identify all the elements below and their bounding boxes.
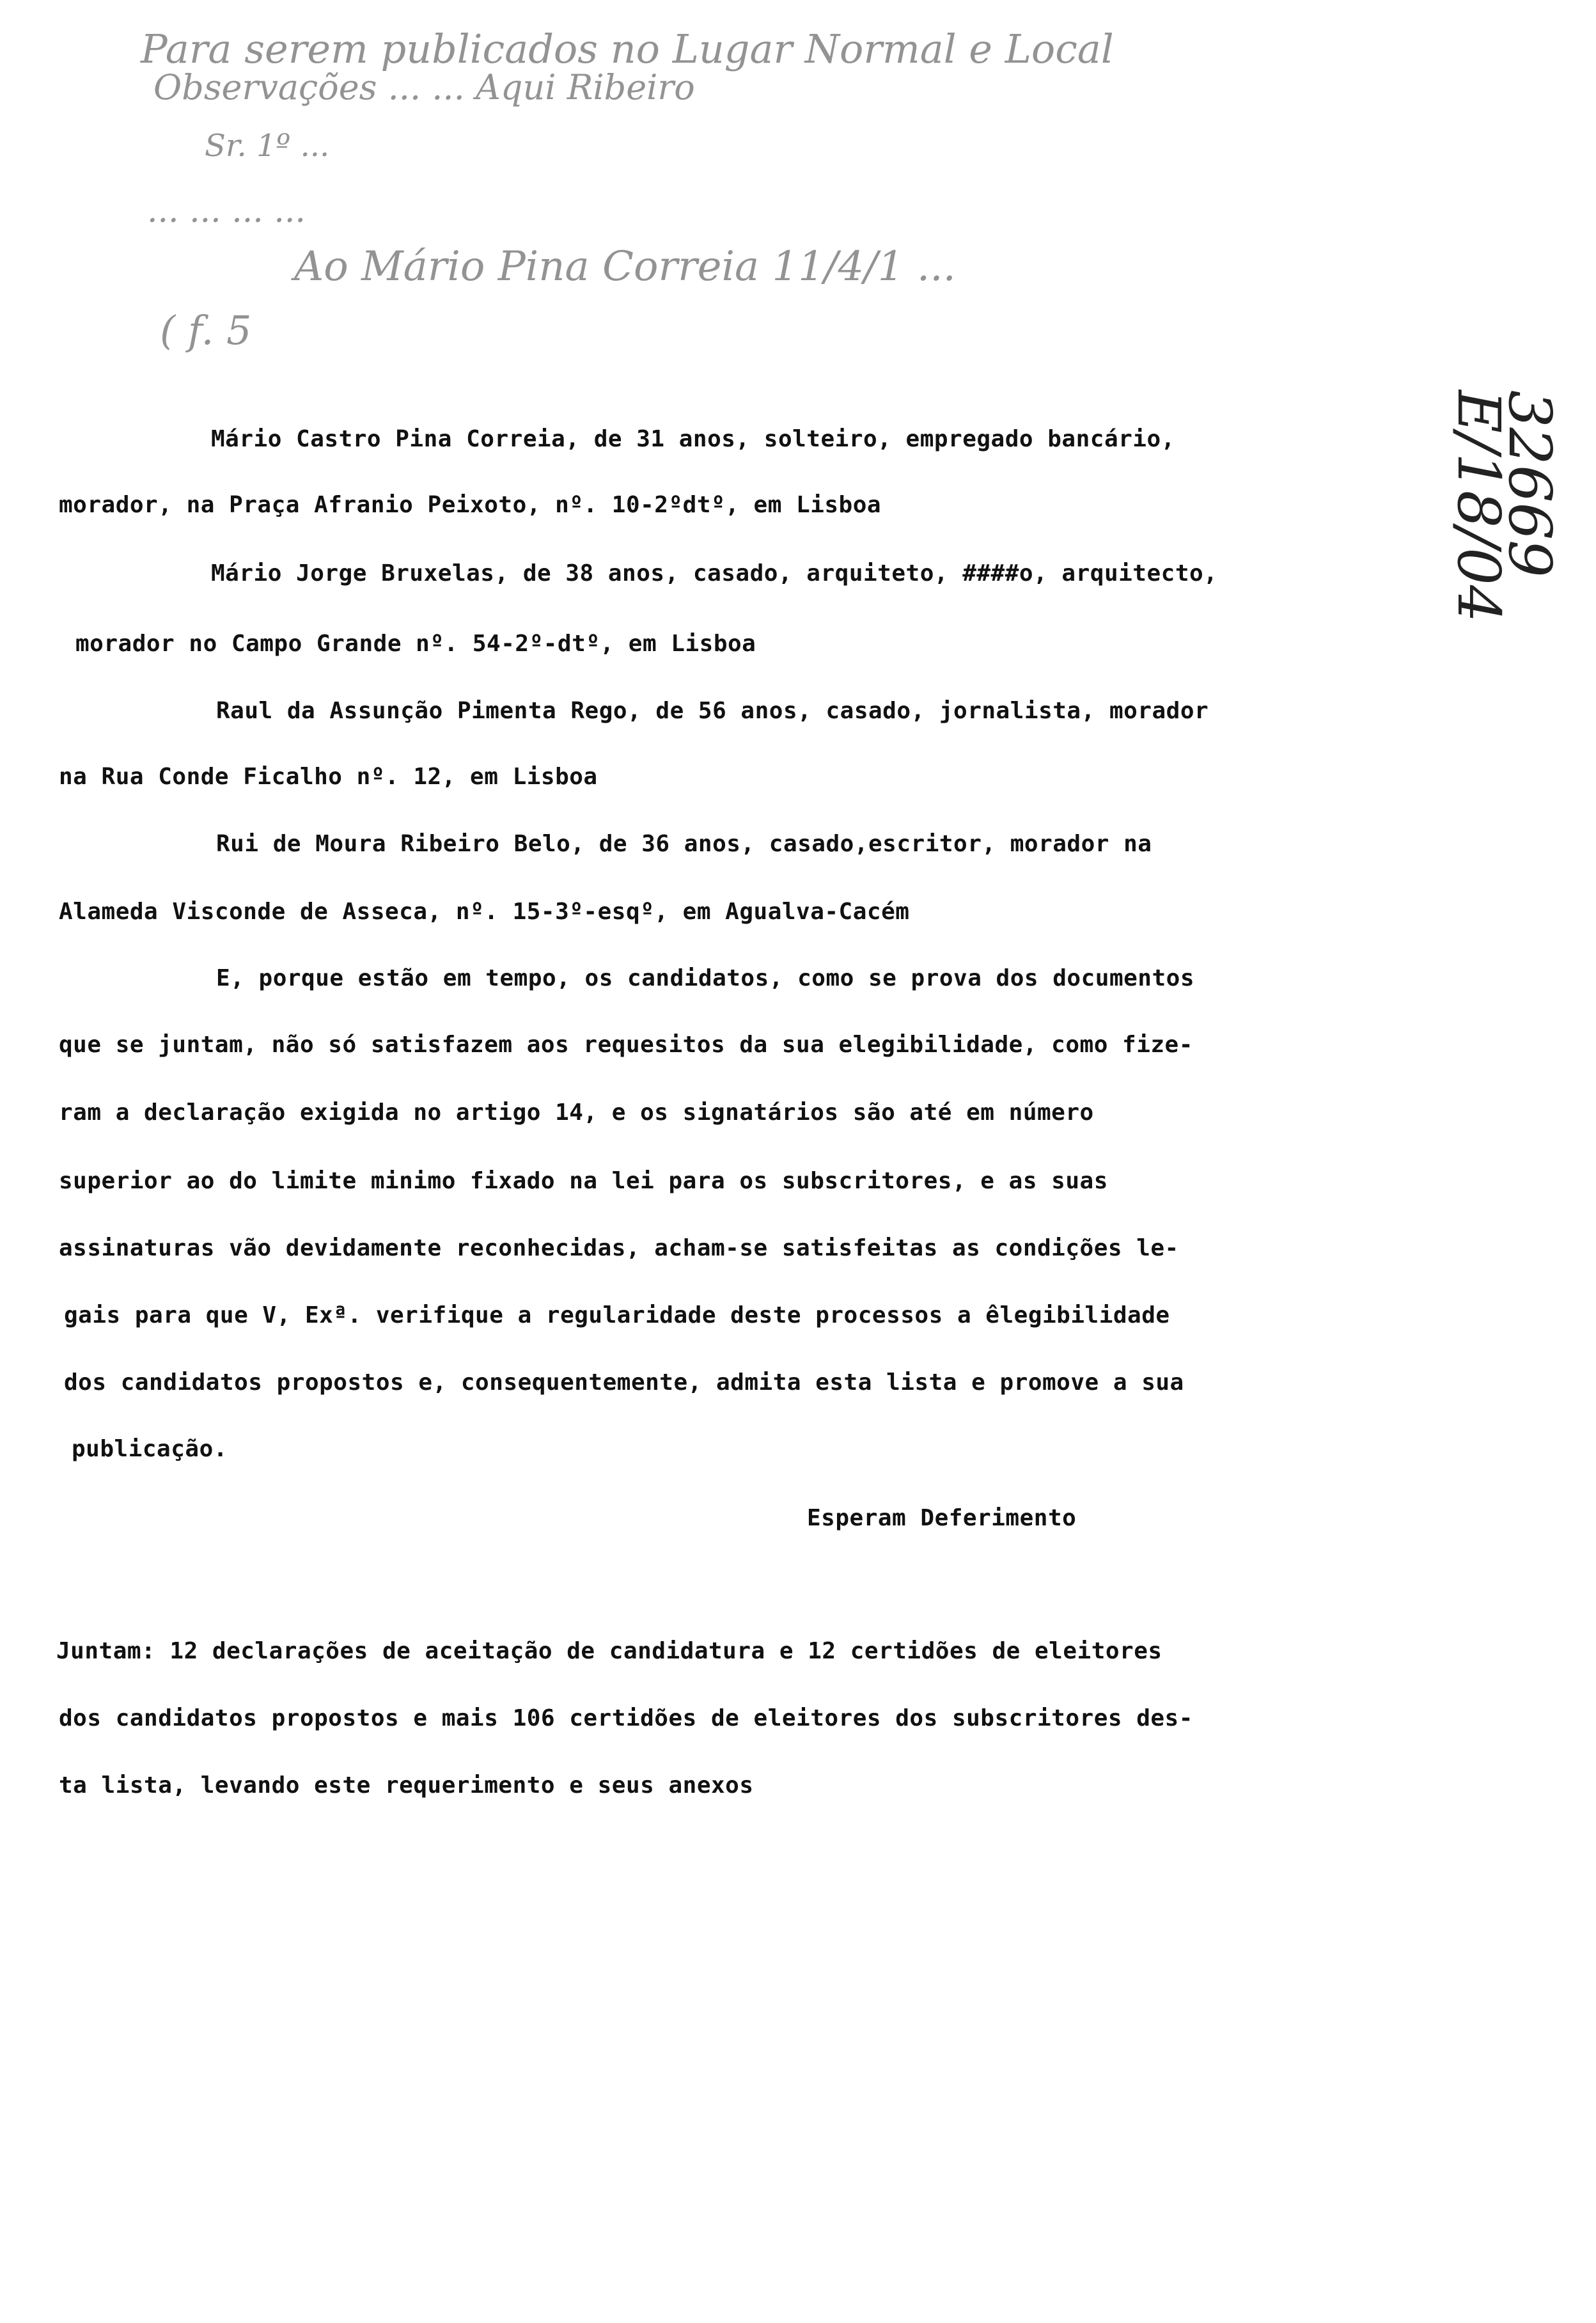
body-line: que se juntam, não só satisfazem aos requesitos da sua elegibilidade, como fize- bbox=[59, 1032, 1193, 1058]
margin-annotation-code: E/18/04 bbox=[1444, 390, 1513, 623]
handwritten-note-line-6: ( f. 5 bbox=[160, 307, 252, 354]
margin-annotation bbox=[1444, 390, 1567, 659]
body-line: ram a declaração exigida no artigo 14, e os signatários são até em número bbox=[59, 1099, 1094, 1126]
margin-annotation-number: 32669 bbox=[1496, 390, 1564, 578]
handwritten-note-line-3: Sr. 1º ... bbox=[205, 128, 330, 164]
handwritten-note-line-2: Observações ... ... Aqui Ribeiro bbox=[153, 67, 695, 107]
annex-line: Juntam: 12 declarações de aceitação de candidatura e 12 certidões de eleitores bbox=[56, 1638, 1162, 1664]
handwritten-note-line-4: ... ... ... ... bbox=[147, 192, 306, 230]
handwritten-note-line-5: Ao Mário Pina Correia 11/4/1 ... bbox=[294, 243, 956, 290]
body-line: dos candidatos propostos e, consequentemente, admita esta lista e promove a sua bbox=[64, 1369, 1184, 1396]
annex-line: dos candidatos propostos e mais 106 certidões de eleitores dos subscritores des- bbox=[59, 1705, 1193, 1731]
body-line: na Rua Conde Ficalho nº. 12, em Lisboa bbox=[59, 764, 598, 790]
body-line: Raul da Assunção Pimenta Rego, de 56 anos, casado, jornalista, morador bbox=[216, 698, 1209, 724]
body-line: Mário Castro Pina Correia, de 31 anos, solteiro, empregado bancário, bbox=[211, 426, 1175, 452]
body-line: superior ao do limite minimo fixado na lei para os subscritores, e as suas bbox=[59, 1168, 1108, 1194]
body-line: Rui de Moura Ribeiro Belo, de 36 anos, casado,escritor, morador na bbox=[216, 831, 1152, 857]
body-line: E, porque estão em tempo, os candidatos, como se prova dos documentos bbox=[216, 965, 1194, 991]
handwritten-note-line-1: Para serem publicados no Lugar Normal e Local bbox=[141, 26, 1114, 72]
body-line: assinaturas vão devidamente reconhecidas, acham-se satisfeitas as condições le- bbox=[59, 1235, 1179, 1261]
body-line: morador no Campo Grande nº. 54-2º-dtº, em Lisboa bbox=[75, 631, 756, 657]
closing-line: Esperam Deferimento bbox=[807, 1505, 1077, 1531]
body-line: Alameda Visconde de Asseca, nº. 15-3º-esqº, em Agualva-Cacém bbox=[59, 899, 910, 925]
body-line: gais para que V, Exª. verifique a regularidade deste processos a êlegibilidade bbox=[64, 1302, 1170, 1328]
annex-line: ta lista, levando este requerimento e seus anexos bbox=[59, 1772, 754, 1799]
body-line: Mário Jorge Bruxelas, de 38 anos, casado, arquiteto, ####o, arquitecto, bbox=[211, 560, 1218, 587]
body-line: publicação. bbox=[72, 1436, 228, 1462]
body-line: morador, na Praça Afranio Peixoto, nº. 10-2ºdtº, em Lisboa bbox=[59, 492, 882, 518]
